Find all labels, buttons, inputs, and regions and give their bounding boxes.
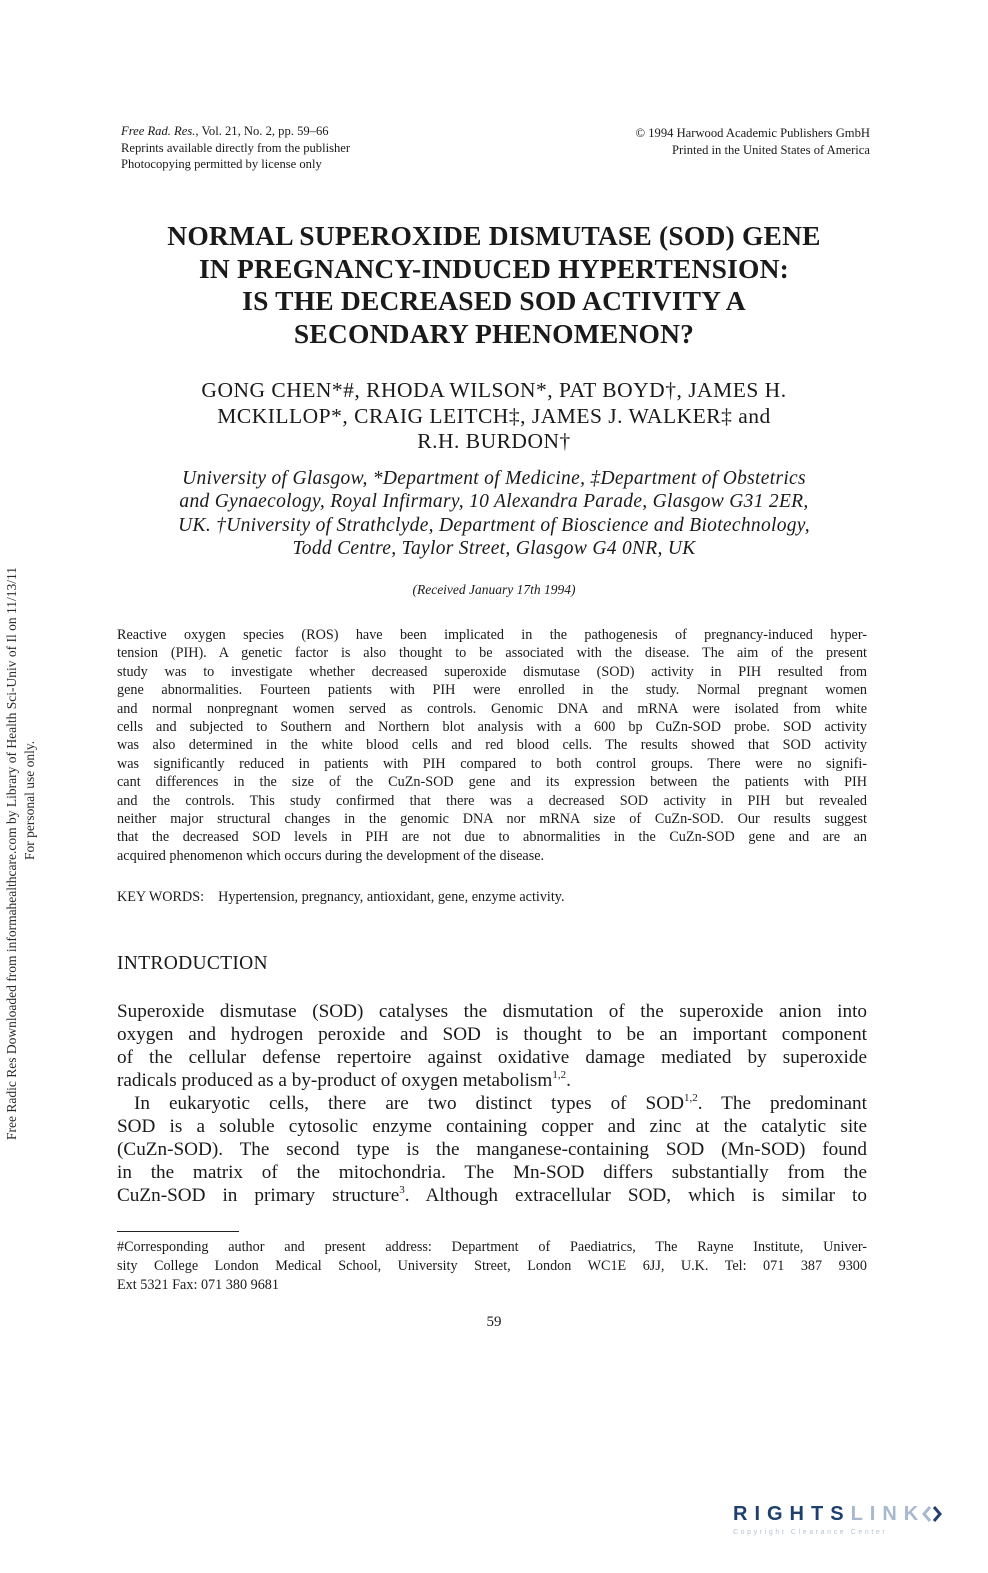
- title-line: IN PREGNANCY-INDUCED HYPERTENSION:: [198, 252, 789, 284]
- rightslink-dark: RIGHTS: [733, 1503, 851, 1525]
- body-line: (CuZn-SOD). The second type is the manganese-containing SOD (Mn-SOD) found: [117, 1139, 867, 1160]
- photocopying-note: Photocopying permitted by license only: [121, 157, 322, 172]
- sentence-end: .: [566, 1070, 571, 1091]
- journal-abbrev: Free Rad. Res.: [121, 124, 196, 138]
- abstract-line: tension (PIH). A genetic factor is also thought to be associated with the disease. The aim of the present: [117, 645, 867, 662]
- abstract-line: was also determined in the white blood cells and red blood cells. The results showed that SOD activity: [117, 737, 867, 754]
- author-line: GONG CHEN*#, RHODA WILSON*, PAT BOYD†, JAMES H.: [201, 378, 787, 402]
- key-words-text: Hypertension, pregnancy, antioxidant, gene, enzyme activity.: [218, 889, 565, 905]
- rightslink-arrows-icon: [921, 1503, 943, 1531]
- rightslink-light: LINK: [850, 1503, 926, 1525]
- abstract-line: was significantly reduced in patients with PIH compared to both control groups. There were no signifi-: [117, 755, 867, 772]
- author-line: R.H. BURDON†: [417, 429, 571, 453]
- affiliations: [90, 467, 898, 561]
- affiliation-line: University of Glasgow, *Department of Medicine, ‡Department of Obstetrics: [182, 468, 806, 489]
- title-line: SECONDARY PHENOMENON?: [293, 317, 695, 349]
- body-line: SOD is a soluble cytosolic enzyme containing copper and zinc at the catalytic site: [117, 1116, 867, 1137]
- body-line: [117, 1092, 867, 1115]
- body-line: in the matrix of the mitochondria. The Mn-SOD differs substantially from the: [117, 1162, 867, 1183]
- rightslink-tagline: Copyright Clearance Center: [733, 1529, 888, 1536]
- personal-use-notice: For personal use only.: [22, 740, 37, 860]
- journal-header: [121, 123, 350, 173]
- page-number: 59: [486, 1314, 502, 1330]
- corresponding-author-footnote: [117, 1238, 867, 1295]
- body-line-text: In eukaryotic cells, there are two distinct types of SOD: [134, 1093, 684, 1114]
- citation-ref: 1,2: [683, 1092, 698, 1104]
- abstract-line: Reactive oxygen species (ROS) have been implicated in the pathogenesis of pregnancy-induced hyper-: [117, 627, 867, 643]
- abstract-line: cells and subjected to Southern and Northern blot analysis with a 600 bp CuZn-SOD probe. SOD activity: [117, 719, 867, 736]
- body-line: of the cellular defense repertoire against oxidative damage mediated by superoxide: [117, 1047, 867, 1068]
- rightslink-logo[interactable]: [733, 1503, 973, 1543]
- body-line-text: CuZn-SOD in primary structure: [117, 1185, 400, 1206]
- abstract-line: cant differences in the size of the CuZn-SOD gene and its expression between the patients with PIH: [117, 774, 867, 791]
- abstract-line: acquired phenomenon which occurs during the development of the disease.: [117, 847, 545, 864]
- publisher-header: [636, 125, 870, 159]
- affiliation-line: UK. †University of Strathclyde, Department of Bioscience and Biotechnology,: [178, 514, 810, 536]
- paper-title: [90, 220, 898, 350]
- side-notes: [0, 0, 60, 1573]
- title-line: IS THE DECREASED SOD ACTIVITY A: [242, 285, 746, 317]
- affiliation-line: and Gynaecology, Royal Infirmary, 10 Alexandra Parade, Glasgow G31 2ER,: [179, 491, 809, 513]
- title-line: NORMAL SUPEROXIDE DISMUTASE (SOD) GENE: [167, 220, 821, 251]
- footnote-line: Ext 5321 Fax: 071 380 9681: [117, 1277, 279, 1293]
- abstract-line: neither major structural changes in the genomic DNA nor mRNA size of CuZn-SOD. Our results suggest: [117, 811, 867, 828]
- introduction-text: [117, 1000, 867, 1207]
- sentence-end: .: [404, 1185, 410, 1206]
- citation-ref: 3: [399, 1184, 405, 1196]
- affiliation-line: Todd Centre, Taylor Street, Glasgow G4 0NR, UK: [292, 538, 696, 560]
- footnote-rule: [117, 1231, 239, 1232]
- key-words-label: KEY WORDS:: [117, 889, 205, 905]
- body-line: [117, 1184, 867, 1207]
- journal-citation: [121, 123, 350, 140]
- footnote-line: sity College London Medical School, University Street, London WC1E 6JJ, U.K. Tel: 071 387 9300: [117, 1258, 867, 1274]
- printed-line: Printed in the United States of America: [672, 143, 870, 157]
- key-words: [117, 889, 565, 906]
- body-line: Superoxide dismutase (SOD) catalyses the dismutation of the superoxide anion into: [117, 1001, 867, 1022]
- abstract-line: that the decreased SOD levels in PIH are not due to abnormalities in the CuZn-SOD gene and are an: [117, 829, 867, 846]
- abstract-line: and normal nonpregnant women served as controls. Genomic DNA and mRNA were isolated from white: [117, 700, 867, 717]
- volume-pages: , Vol. 21, No. 2, pp. 59–66: [195, 124, 329, 138]
- body-line-text: Although extracellular SOD, which is similar to: [425, 1185, 867, 1206]
- citation-ref: 1,2: [552, 1069, 567, 1081]
- reprints-note: Reprints available directly from the publisher: [121, 140, 351, 155]
- download-notice: Free Radic Res Downloaded from informahealthcare.com by Library of Health Sci-Univ of Il on 11/13/11: [4, 567, 19, 1140]
- rightslink-wordmark: [733, 1503, 973, 1531]
- section-heading-introduction: INTRODUCTION: [117, 953, 268, 974]
- copyright-line: © 1994 Harwood Academic Publishers GmbH: [635, 126, 870, 140]
- body-line: oxygen and hydrogen peroxide and SOD is thought to be an important component: [117, 1024, 867, 1045]
- abstract: [117, 626, 867, 865]
- body-line-text: . The predominant: [697, 1093, 867, 1114]
- abstract-line: and the controls. This study confirmed that there was a decreased SOD activity in PIH but revealed: [117, 792, 867, 809]
- author-list: [90, 378, 898, 455]
- author-line: MCKILLOP*, CRAIG LEITCH‡, JAMES J. WALKER‡ and: [217, 403, 771, 428]
- body-line: [117, 1069, 867, 1092]
- abstract-line: study was to investigate whether decreased superoxide dismutase (SOD) activity in PIH resulted from: [117, 663, 867, 680]
- footnote-line: #Corresponding author and present address: Department of Paediatrics, The Rayne Institute, Univer-: [117, 1239, 867, 1255]
- received-date: (Received January 17th 1994): [412, 582, 576, 597]
- abstract-line: gene abnormalities. Fourteen patients with PIH were enrolled in the study. Normal pregnant women: [117, 682, 867, 699]
- body-line-text: radicals produced as a by-product of oxygen metabolism: [117, 1070, 553, 1091]
